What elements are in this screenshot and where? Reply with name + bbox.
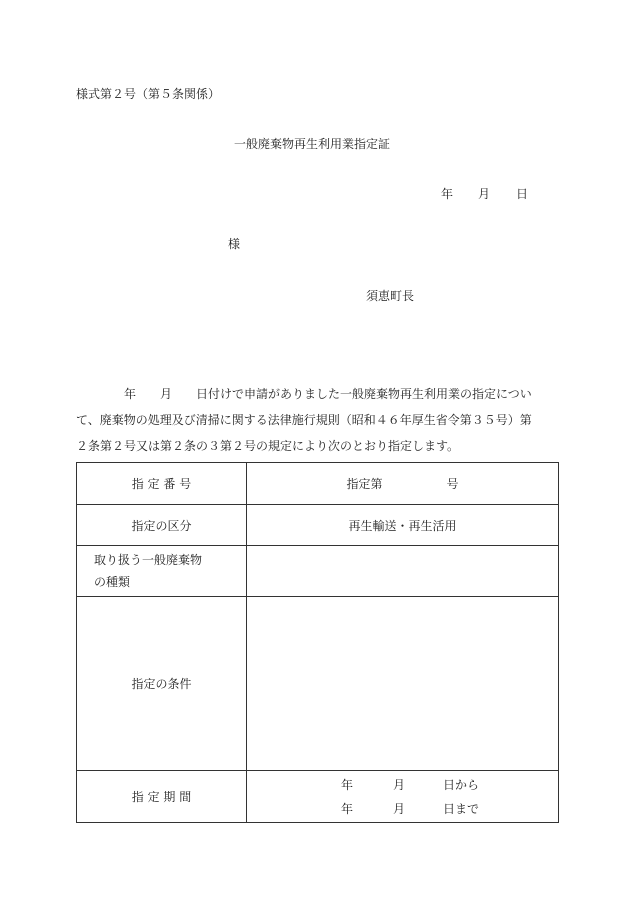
number-suffix: 号 <box>446 477 459 491</box>
date-year: 年 <box>441 187 454 201</box>
conditions-value <box>247 597 559 771</box>
period-value <box>247 771 559 823</box>
period-to-day: 日まで <box>443 802 480 816</box>
date-month: 月 <box>478 187 491 201</box>
waste-type-label <box>77 546 247 597</box>
addressee-suffix: 様 <box>228 237 241 251</box>
issuer: 須恵町長 <box>366 289 415 303</box>
designation-number-value <box>247 463 559 505</box>
period-from-year: 年 <box>341 778 354 792</box>
table-row <box>77 463 559 505</box>
period-to-month: 月 <box>393 802 406 816</box>
table-row <box>77 771 559 823</box>
body-line: 年 月 日付けで申請がありました一般廃棄物再生利用業の指定につい <box>76 387 532 401</box>
body-line: て、廃棄物の処理及び清掃に関する法律施行規則（昭和４６年厚生省令第３５号）第 <box>76 413 532 427</box>
designation-number-label: 指 定 番 号 <box>77 463 247 505</box>
body-text <box>76 381 562 459</box>
table-row <box>77 505 559 546</box>
designation-table <box>76 462 559 823</box>
waste-type-label-line1: 取り扱う一般廃棄物 <box>94 553 203 567</box>
waste-type-label-line2: の種類 <box>94 575 131 589</box>
period-to <box>247 797 558 821</box>
designation-category-value: 再生輸送・再生活用 <box>247 505 559 546</box>
table-row <box>77 546 559 597</box>
period-from-month: 月 <box>393 778 406 792</box>
body-line: ２条第２号又は第２条の３第２号の規定により次のとおり指定します。 <box>76 439 460 453</box>
date-day: 日 <box>516 187 529 201</box>
waste-type-value <box>247 546 559 597</box>
document-title: 一般廃棄物再生利用業指定証 <box>234 137 391 151</box>
designation-category-label: 指定の区分 <box>77 505 247 546</box>
conditions-label: 指定の条件 <box>77 597 247 771</box>
period-from <box>247 773 558 797</box>
table-row <box>77 597 559 771</box>
period-from-day: 日から <box>443 778 480 792</box>
period-label: 指 定 期 間 <box>77 771 247 823</box>
form-number: 様式第２号（第５条関係） <box>76 87 221 101</box>
issue-date <box>441 185 528 202</box>
number-prefix: 指定第 <box>346 477 383 491</box>
period-to-year: 年 <box>341 802 354 816</box>
